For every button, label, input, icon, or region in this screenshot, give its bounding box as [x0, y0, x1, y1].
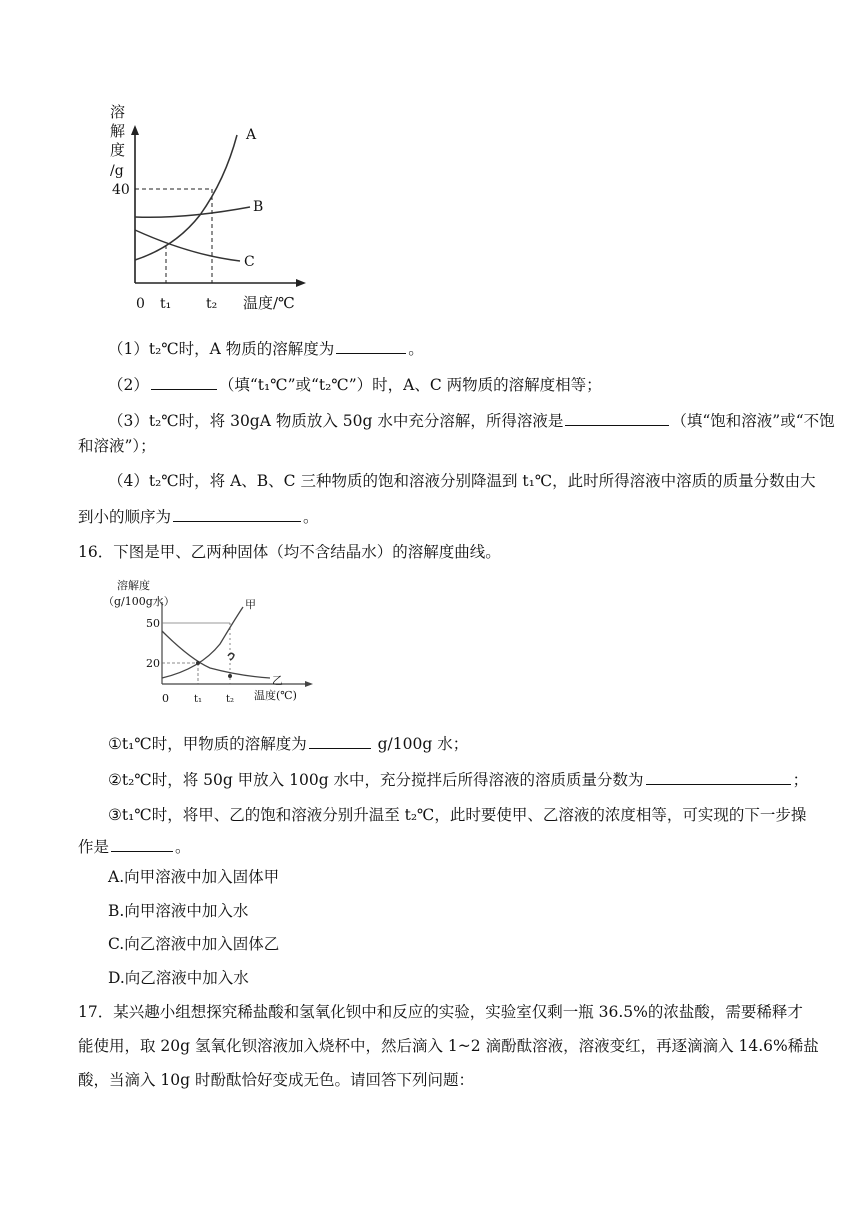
fig1-x-tick-t1: t₁ [160, 296, 172, 312]
fig1-ylabel-2: 解 [110, 122, 126, 140]
q16-blank-3[interactable] [111, 834, 173, 852]
fig1-ylabel-1: 溶 [110, 103, 126, 121]
q16-option-b[interactable]: B.向甲溶液中加入水 [108, 902, 249, 920]
q16-sub-3-line1: ③t₁℃时，将甲、乙的饱和溶液分别升温至 t₂℃，此时要使甲、乙溶液的浓度相等，可实现的下一步操 [108, 806, 807, 824]
q16-option-c[interactable]: C.向乙溶液中加入固体乙 [108, 935, 280, 953]
q15-blank-3[interactable] [565, 408, 669, 426]
q15-blank-2[interactable] [151, 372, 217, 390]
q16-blank-2[interactable] [646, 767, 791, 785]
solubility-graph-2 [100, 574, 330, 714]
fig1-ylabel-4: /g [110, 163, 124, 179]
fig1-curve-label-a: A [246, 127, 257, 143]
fig2-curve-label-yi: 乙 [272, 674, 283, 687]
fig2-x-tick-t2: t₂ [226, 694, 235, 705]
fig1-curve-label-c: C [244, 254, 255, 270]
fig2-ylabel-1: 溶解度 [117, 579, 150, 592]
fig1-curve-c [135, 230, 240, 261]
solubility-graph-1 [100, 95, 330, 325]
q15-blank-1[interactable] [336, 336, 406, 354]
q16-option-a[interactable]: A.向甲溶液中加入固体甲 [108, 868, 280, 886]
q17-line-1: 17．某兴趣小组想探究稀盐酸和氢氧化钡中和反应的实验，实验室仅剩一瓶 36.5%的浓盐酸，需要稀释才 [78, 1003, 803, 1021]
q16-title: 16．下图是甲、乙两种固体（均不含结晶水）的溶解度曲线。 [78, 543, 501, 561]
fig1-x-tick-t2: t₂ [206, 296, 218, 312]
q16-sub-3-line2: 作是 。 [78, 834, 783, 859]
q16-sub-1: ①t₁℃时，甲物质的溶解度为 g/100g 水； [108, 731, 813, 756]
fig1-curve-label-b: B [253, 199, 264, 215]
q15-part-1: （1）t₂℃时，A 物质的溶解度为 。 [108, 336, 813, 361]
fig2-x-label: 温度(℃) [254, 689, 297, 702]
fig2-curve-yi [162, 631, 270, 678]
fig2-curve-label-jia: 甲 [245, 598, 256, 611]
fig2-ylabel-2: （g/100g水） [103, 595, 175, 608]
q16-blank-1[interactable] [309, 731, 371, 749]
q17-line-2: 能使用，取 20g 氢氧化钡溶液加入烧杯中，然后滴入 1~2 滴酚酞溶液，溶液变红，再逐滴滴入 14.6%稀盐 [78, 1037, 819, 1055]
fig2-origin: 0 [162, 692, 169, 705]
q16-option-d[interactable]: D.向乙溶液中加入水 [108, 969, 249, 987]
q16-sub-2: ②t₂℃时，将 50g 甲放入 100g 水中，充分搅拌后所得溶液的溶质质量分数为 ； [108, 767, 813, 792]
fig1-ylabel-3: 度 [110, 141, 126, 159]
fig1-y-tick-40: 40 [112, 182, 130, 198]
fig1-curve-b [135, 207, 250, 217]
q15-blank-4[interactable] [173, 504, 301, 522]
q15-part-3-line2: 和溶液”）； [78, 437, 156, 455]
fig2-y-tick-20: 20 [146, 657, 160, 670]
q15-part-4-line2: 到小的顺序为 。 [78, 504, 783, 529]
fig1-x-label: 温度/℃ [243, 294, 295, 312]
fig2-x-tick-t1: t₁ [194, 694, 203, 705]
q15-part-4-line1: （4）t₂℃时，将 A、B、C 三种物质的饱和溶液分别降温到 t₁℃，此时所得溶液中溶质的质量分数由大 [108, 472, 816, 490]
q15-part-3-line1: （3）t₂℃时，将 30gA 物质放入 50g 水中充分溶解，所得溶液是 （填“饱和溶液”或“不饱 [108, 408, 813, 433]
fig1-origin: 0 [136, 296, 145, 312]
q17-line-3: 酸，当滴入 10g 时酚酞恰好变成无色。请回答下列问题： [78, 1071, 475, 1089]
q15-part-2: （2） （填“t₁℃”或“t₂℃”）时，A、C 两物质的溶解度相等； [108, 372, 813, 397]
fig1-curve-a [135, 135, 237, 260]
fig2-y-tick-50: 50 [146, 617, 160, 630]
